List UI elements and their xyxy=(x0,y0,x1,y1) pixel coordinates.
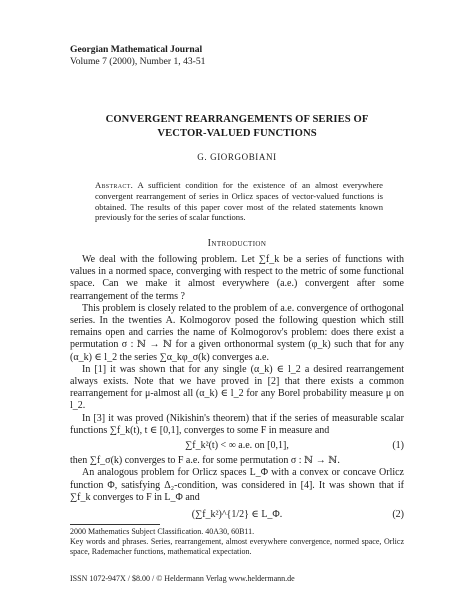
paragraph-2: This problem is closely related to the problem of a.e. convergence of orthogonal series. In the twenties A. Kolmogorov posed the following question which still remains open and carries the name of Kolmogorov's problem: does there exist a permutation σ : ℕ → ℕ for a given orthonormal system (φ_k) such that for any (α_k) ∈ l_2 the series ∑α_kφ_σ(k) converges a.e. xyxy=(70,302,404,363)
issn-line: ISSN 1072-947X / $8.00 / © Heldermann Verlag www.heldermann.de xyxy=(70,574,295,583)
paragraph-1: We deal with the following problem. Let ∑f_k be a series of functions with values in a normed space, converging with respect to the metric of some functional space. Can we make it almost everywhere (a.e.) convergent after some rearrangement of the terms ? xyxy=(70,254,404,302)
equation-1-body: ∑f_k²(t) < ∞ a.e. on [0,1], xyxy=(185,440,289,452)
journal-header xyxy=(70,44,205,68)
author-name: G. GIORGOBIANI xyxy=(197,152,277,162)
body-text xyxy=(70,254,404,526)
paragraph-4b: then ∑f_σ(k) converges to F a.e. for some permutation σ : ℕ → ℕ. xyxy=(70,455,340,467)
paper-title xyxy=(70,113,404,140)
equation-2-number: (2) xyxy=(392,509,404,521)
journal-name: Georgian Mathematical Journal xyxy=(70,44,203,55)
paragraph-4a: In [3] it was proved (Nikishin's theorem) that if the series of measurable scalar functions ∑f_k(t), t ∈ [0,1], converges to some F in measure and xyxy=(70,412,404,436)
section-heading: Introduction xyxy=(207,238,267,249)
equation-2-body: (∑f_k²)^{1/2} ∈ L_Φ. xyxy=(191,509,283,521)
abstract-label: Abstract. xyxy=(95,180,134,190)
footnote-msc: 2000 Mathematics Subject Classification. 40A30, 60B11. xyxy=(70,527,255,536)
footnotes xyxy=(70,527,404,557)
footnote-divider xyxy=(70,524,160,525)
title-line-2: VECTOR-VALUED FUNCTIONS xyxy=(157,127,317,139)
title-line-1: CONVERGENT REARRANGEMENTS OF SERIES OF xyxy=(105,114,369,125)
footnote-keywords: Key words and phrases. Series, rearrangement, almost everywhere convergence, normed space, Orlicz space, Rademacher functions, mathematical expectation. xyxy=(70,537,404,556)
equation-1 xyxy=(70,440,404,452)
equation-1-number: (1) xyxy=(392,440,404,452)
equation-2 xyxy=(70,509,404,521)
paragraph-5: An analogous problem for Orlicz spaces L_Φ with a convex or concave Orlicz function Φ, satisfying Δ₂-condition, was considered in [4]. It was shown that if ∑f_k converges to F in L_Φ and xyxy=(70,467,404,503)
abstract-text: A sufficient condition for the existence of an almost everywhere convergent rearrangement of series in Orlicz spaces of vector-valued functions is obtained. The results of this paper cover most of the related statements known previously for the series of scalar functions. xyxy=(95,180,383,223)
journal-volume: Volume 7 (2000), Number 1, 43-51 xyxy=(70,56,206,67)
paragraph-3: In [1] it was shown that for any single (α_k) ∈ l_2 a desired rearrangement always exists. Note that we have proved in [2] that there exists a common rearrangement for μ-almost all (α_k) ∈ l_2 for any Borel probability measure μ on l_2. xyxy=(70,363,404,412)
abstract xyxy=(95,180,383,223)
